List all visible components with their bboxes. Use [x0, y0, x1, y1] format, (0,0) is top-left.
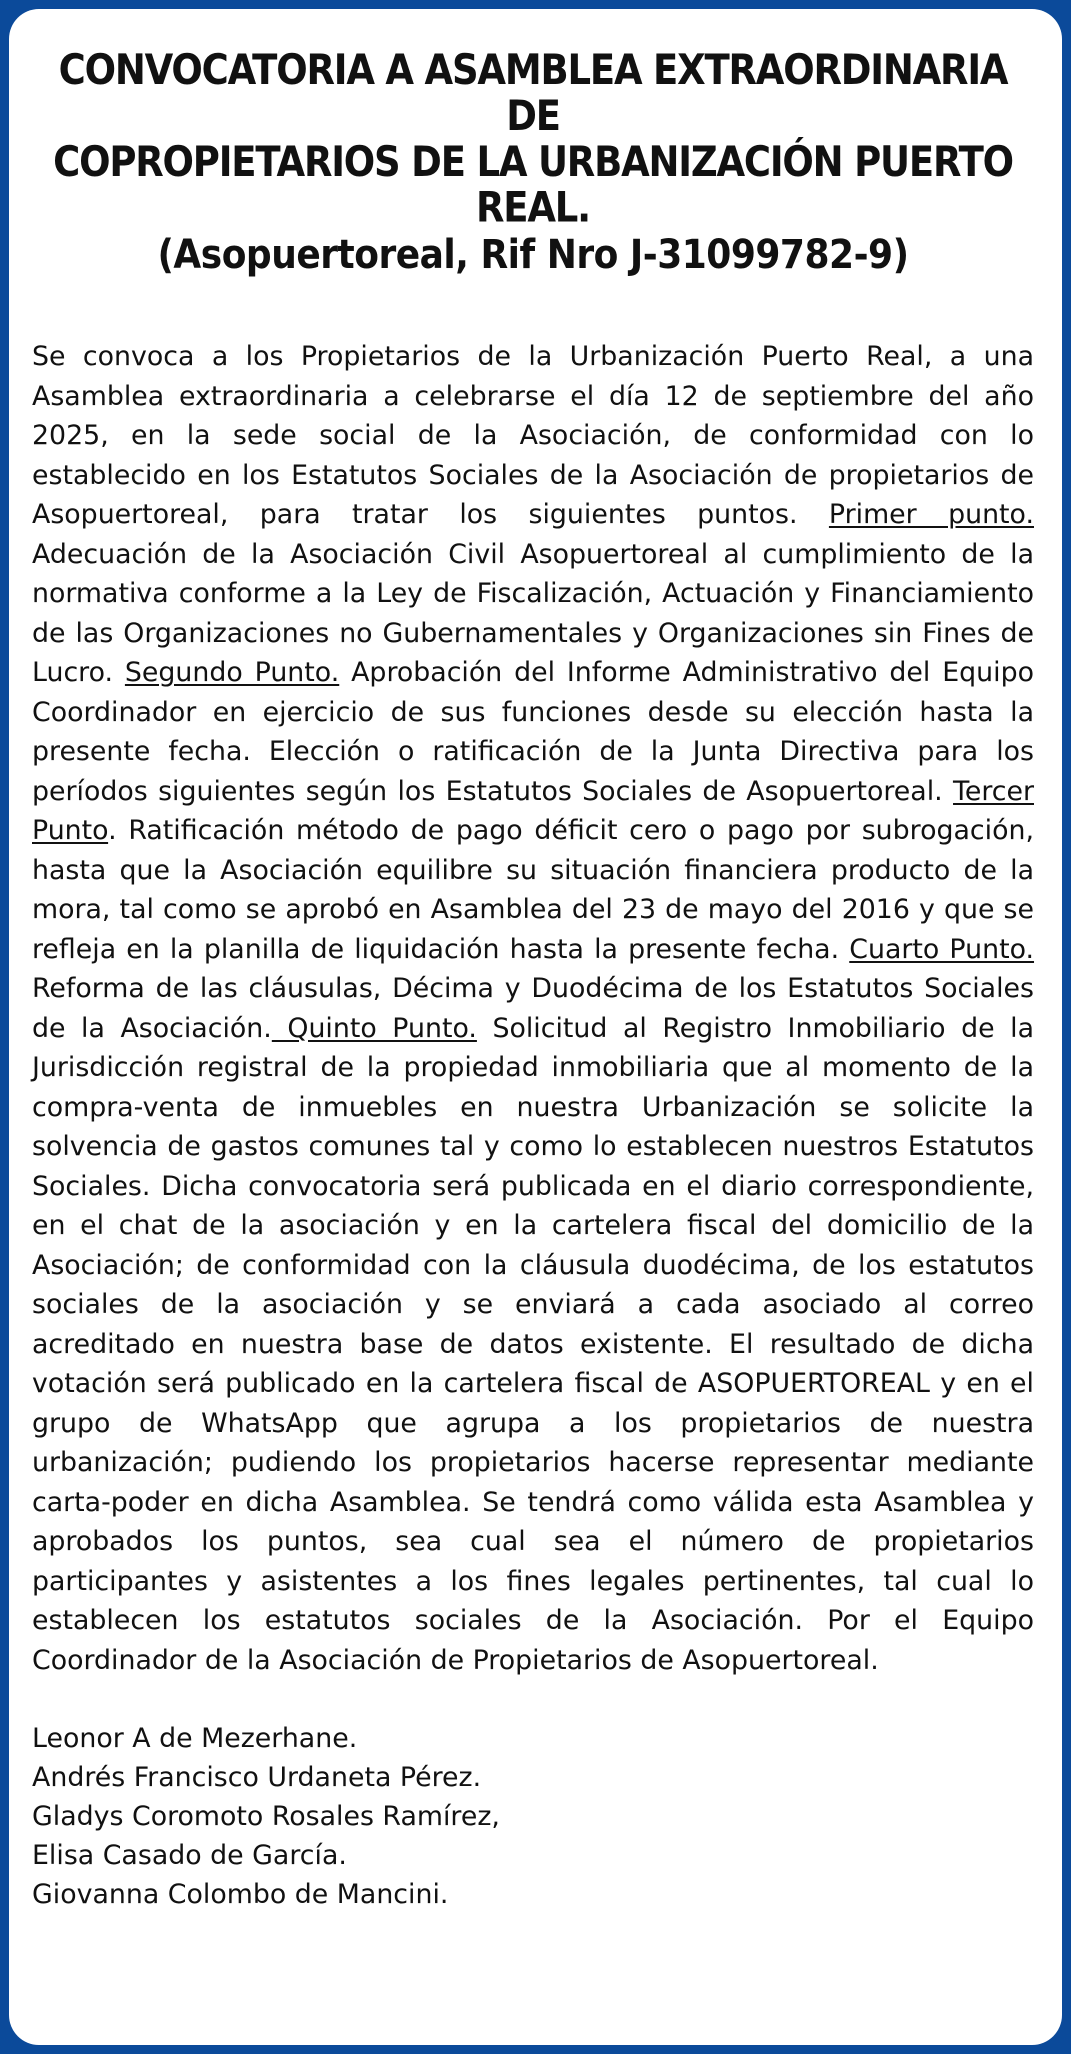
fifth-point-heading: Quinto Punto. — [271, 1012, 477, 1044]
signers-list — [32, 1719, 1034, 1914]
signer-name: Elisa Casado de García. — [32, 1840, 347, 1871]
rif-subtitle: (Asopuertoreal, Rif Nro J-31099782-9) — [157, 232, 909, 279]
signer-name: Gladys Coromoto Rosales Ramírez, — [32, 1801, 500, 1832]
notice-title — [32, 47, 1034, 231]
signer-name: Giovanna Colombo de Mancini. — [32, 1879, 449, 1910]
first-point-heading: Primer punto. — [828, 499, 1034, 530]
title-line-1: CONVOCATORIA A ASAMBLEA EXTRAORDINARIA DE — [58, 45, 1008, 140]
second-point-text: Aprobación del Informe Administrativo del Equipo Coordinador en ejercicio de sus funciones desde su elección hasta la presente fecha. Elección o ratificación de la Junta Directiva para los períodos siguientes según los Estatutos Sociales de Asopuertoreal. — [32, 657, 1034, 807]
signer-name: Andrés Francisco Urdaneta Pérez. — [32, 1762, 482, 1793]
fourth-point-heading: Cuarto Punto. — [849, 933, 1035, 965]
third-point-text: . Ratificación método de pago déficit cero o pago por subrogación, hasta que la Asociación equilibre su situación financiera producto de la mora, tal como se aprobó en Asamblea del 23 de mayo del 2016 y que se refleja en la planilla de liquidación hasta la presente fecha. — [32, 815, 1034, 965]
second-point-heading: Segundo Punto. — [124, 657, 340, 688]
title-line-2: COPROPIETARIOS DE LA URBANIZACIÓN PUERTO REAL. — [53, 137, 1013, 232]
body-intro: Se convoca a los Propietarios de la Urbanización Puerto Real, a una Asamblea extraordinaria a celebrarse el día 12 de septiembre del año 2025, en la sede social de la Asociación, de conformidad con lo establecido en los Estatutos Sociales de la Asociación de propietarios de Asopuertoreal, para tratar los siguientes puntos. — [32, 341, 1034, 530]
fourth-point-text: Reforma de las cláusulas, Décima y Duodécima de los Estatutos Sociales de la Asociación. — [32, 973, 1034, 1044]
notice-body — [32, 337, 1034, 1680]
first-point-text: Adecuación de la Asociación Civil Asopuertoreal al cumplimiento de la normativa conforme a la Ley de Fiscalización, Actuación y Financiamiento de las Organizaciones no Gubernamentales y Organizaciones sin Fines de Lucro. — [32, 538, 1034, 688]
third-point-heading: Tercer Punto — [32, 775, 1034, 846]
notice-card — [9, 9, 1062, 2045]
fifth-point-text: Solicitud al Registro Inmobiliario de la Jurisdicción registral de la propiedad inmobiliaria que al momento de la compra-venta de inmuebles en nuestra Urbanización se solicite la solvencia de gastos comunes tal y como lo establecen nuestros Estatutos Sociales. Dicha convocatoria será publicada en el diario correspondiente, en el chat de la asociación y en la cartelera fiscal del domicilio de la Asociación; de conformidad con la cláusula duodécima, de los estatutos sociales de la asociación y se enviará a cada asociado al correo acreditado en nuestra base de datos existente. El resultado de dicha votación será publicado en la cartelera fiscal de ASOPUERTOREAL y en el grupo de WhatsApp que agrupa a los propietarios de nuestra urbanización; pudiendo los propietarios hacerse representar mediante carta-poder en dicha Asamblea. Se tendrá como válida esta Asamblea y aprobados los puntos, sea cual sea el número de propietarios participantes y asistentes a los fines legales pertinentes, tal cual lo establecen los estatutos sociales de la Asociación. Por el Equipo Coordinador de la Asociación de Propietarios de Asopuertoreal. — [32, 1012, 1035, 1676]
signer-name: Leonor A de Mezerhane. — [32, 1723, 358, 1754]
